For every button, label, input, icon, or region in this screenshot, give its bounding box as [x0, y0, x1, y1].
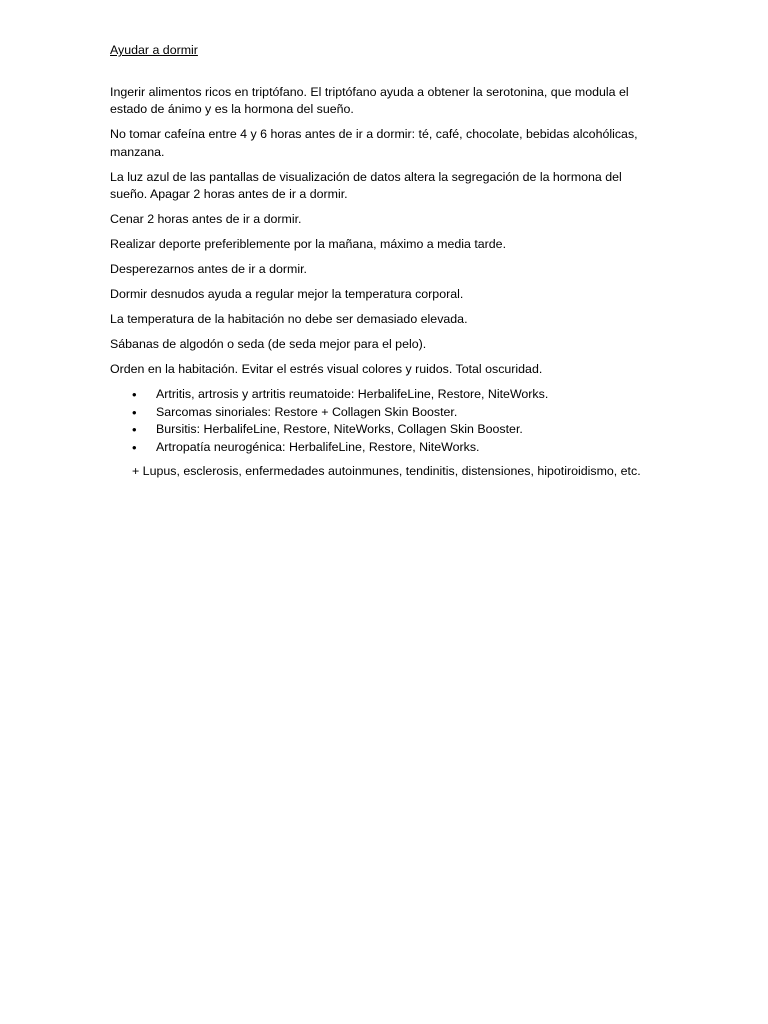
list-item [132, 404, 655, 422]
paragraph-sport: Realizar deporte preferiblemente por la mañana, máximo a media tarde. [110, 237, 507, 251]
list-item-text: Artritis, artrosis y artritis reumatoide: HerbalifeLine, Restore, NiteWorks. [156, 387, 549, 401]
paragraph-stretch: Desperezarnos antes de ir a dormir. [110, 262, 307, 276]
paragraph-tryptophan: Ingerir alimentos ricos en triptófano. El triptófano ayuda a obtener la serotonina, que modula el estado de ánimo y es la hormona del sueño. [110, 84, 629, 116]
paragraph-dinner: Cenar 2 horas antes de ir a dormir. [110, 212, 302, 226]
bullet-icon: • [132, 404, 137, 420]
paragraph-blue-light: La luz azul de las pantallas de visualización de datos altera la segregación de la hormona del sueño. Apagar 2 horas antes de ir a dormir. [110, 169, 622, 201]
paragraph-temperature: La temperatura de la habitación no debe ser demasiado elevada. [110, 312, 468, 326]
document-title: Ayudar a dormir [110, 43, 198, 57]
list-item-text: Sarcomas sinoriales: Restore + Collagen Skin Booster. [156, 404, 458, 419]
list-item [132, 421, 655, 439]
list-item-text: Bursitis: HerbalifeLine, Restore, NiteWorks, Collagen Skin Booster. [156, 422, 523, 436]
extra-note: + Lupus, esclerosis, enfermedades autoinmunes, tendinitis, distensiones, hipotiroidismo, etc. [132, 464, 641, 478]
paragraph-caffeine: No tomar cafeína entre 4 y 6 horas antes de ir a dormir: té, café, chocolate, bebidas alcohólicas, manzana. [110, 127, 638, 159]
list-item [132, 439, 655, 457]
paragraph-order: Orden en la habitación. Evitar el estrés visual colores y ruidos. Total oscuridad. [110, 362, 543, 376]
bullet-icon: • [132, 439, 137, 455]
list-item-text: Artropatía neurogénica: HerbalifeLine, Restore, NiteWorks. [156, 439, 480, 454]
paragraph-sheets: Sábanas de algodón o seda (de seda mejor para el pelo). [110, 337, 427, 351]
conditions-list [110, 386, 655, 456]
bullet-icon: • [132, 422, 137, 437]
list-item [132, 386, 655, 404]
paragraph-naked: Dormir desnudos ayuda a regular mejor la temperatura corporal. [110, 287, 464, 301]
document-page [110, 42, 655, 481]
bullet-icon: • [132, 387, 137, 402]
